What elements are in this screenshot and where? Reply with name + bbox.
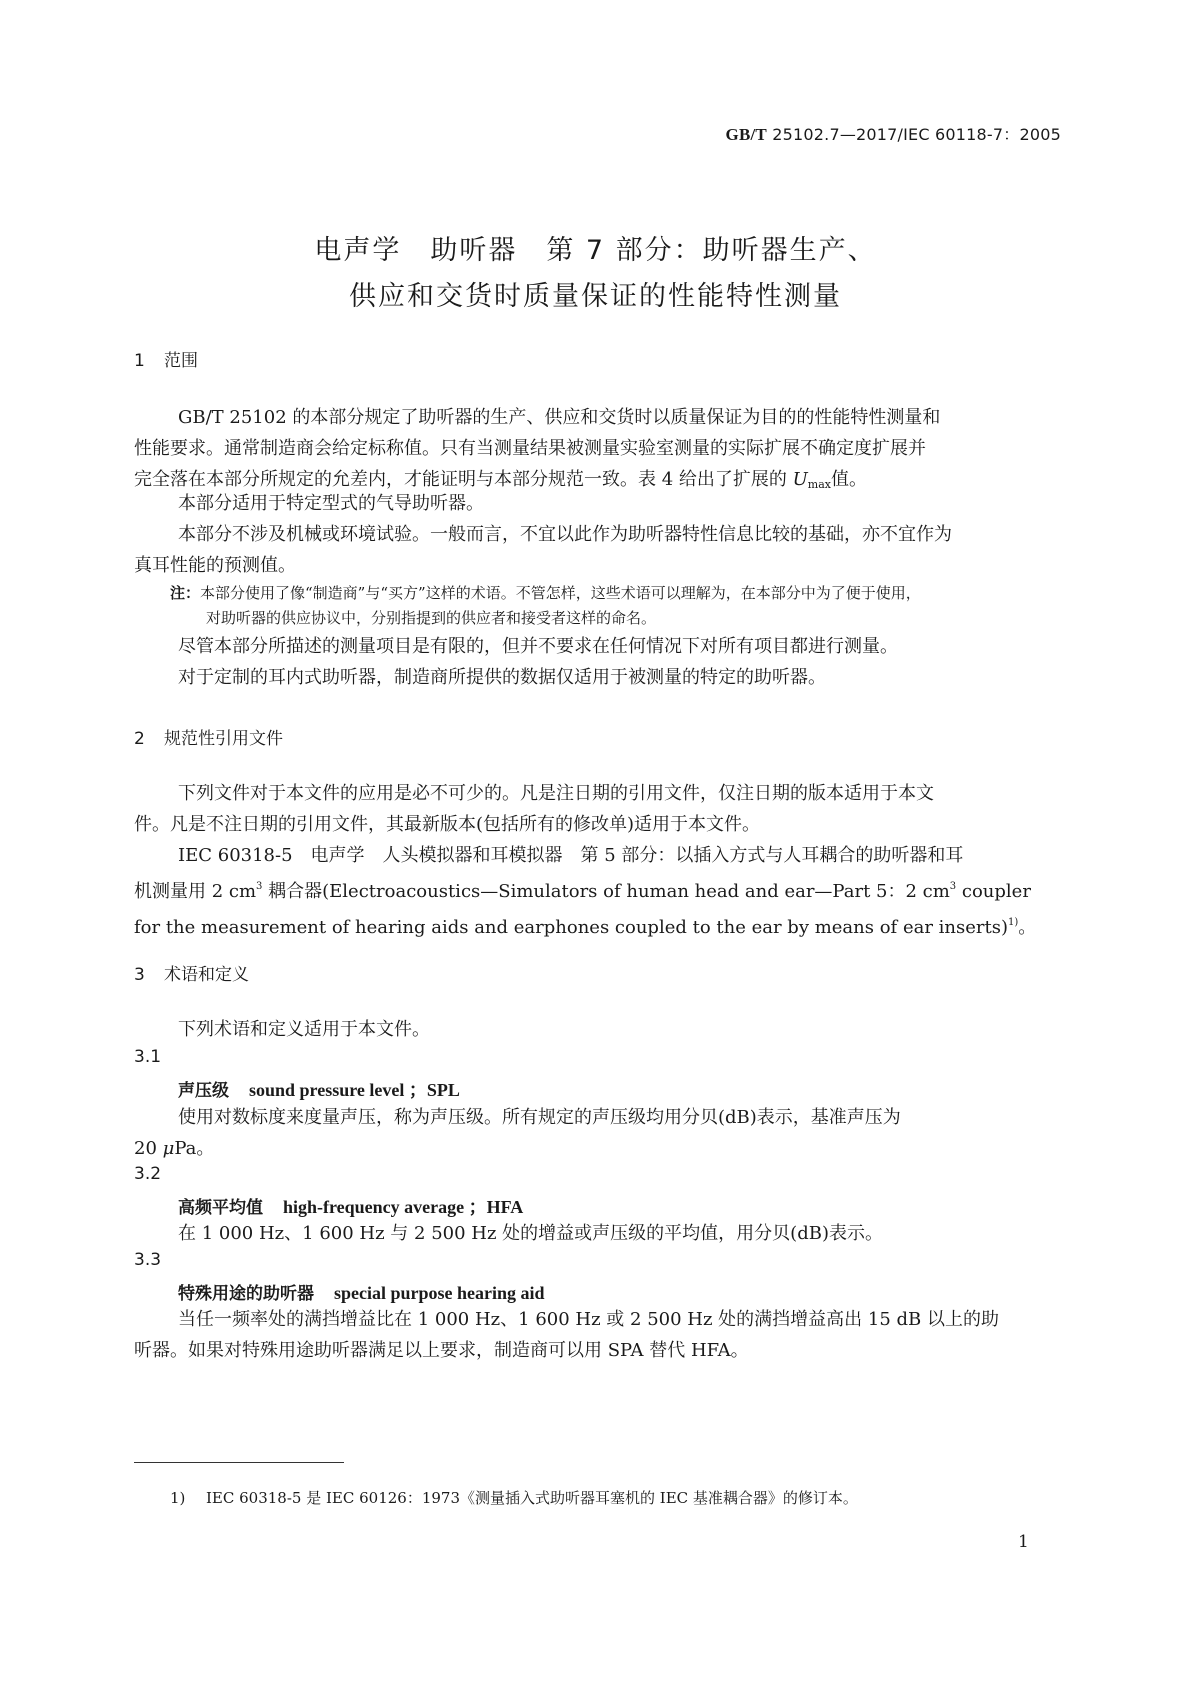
cube-superscript-1: 3 bbox=[256, 881, 263, 892]
scope-p1-line-2: 性能要求。通常制造商会给定标称值。只有当测量结果被测量实验室测量的实际扩展不确定度扩展并 bbox=[134, 438, 926, 459]
micro-symbol: μ bbox=[162, 1138, 175, 1159]
clause-number-3-3: 3.3 bbox=[134, 1250, 162, 1270]
scope-p1-line-3: 完全落在本部分所规定的允差内，才能证明与本部分规范一致。表 4 给出了扩展的 bbox=[134, 469, 793, 490]
def-line-2: 听器。如果对特殊用途助听器满足以上要求，制造商可以用 SPA 替代 HFA。 bbox=[134, 1340, 749, 1361]
scope-p2-text: 本部分适用于特定型式的气导助听器。 bbox=[178, 493, 484, 514]
def-line-2: 20 bbox=[134, 1138, 163, 1159]
clause-number-3-1: 3.1 bbox=[134, 1047, 162, 1067]
scope-paragraph-1 bbox=[134, 402, 1056, 500]
def-line-2-end: Pa。 bbox=[174, 1138, 215, 1159]
scope-p3-line-1: 本部分不涉及机械或环境试验。一般而言，不宜以此作为助听器特性信息比较的基础，亦不宜作为 bbox=[178, 524, 952, 545]
section-number: 1 bbox=[134, 351, 145, 371]
footnote-divider bbox=[134, 1462, 344, 1463]
refs-p2-line-2-end: coupler bbox=[956, 881, 1031, 902]
section-heading-terms bbox=[134, 960, 249, 985]
def-line-1: 使用对数标度来度量声压，称为声压级。所有规定的声压级均用分贝(dB)表示，基准声压为 bbox=[178, 1107, 901, 1128]
refs-p2-line-1: IEC 60318-5 电声学 人头模拟器和耳模拟器 第 5 部分：以插入方式与人耳耦合的助听器和耳 bbox=[178, 845, 964, 866]
term-zh: 特殊用途的助听器 bbox=[178, 1284, 314, 1304]
title-line-1: 电声学 助听器 第 7 部分：助听器生产、 bbox=[314, 235, 877, 266]
note-line-1: 本部分使用了像“制造商”与“买方”这样的术语。不管怎样，这些术语可以理解为，在本部分中为了便于使用， bbox=[200, 584, 921, 602]
scope-paragraph-5 bbox=[134, 662, 1056, 693]
footnote-reference: 1) bbox=[1007, 917, 1019, 928]
refs-p2-line-3-end: 。 bbox=[1018, 917, 1037, 938]
footnote-text: IEC 60318-5 是 IEC 60126：1973《测量插入式助听器耳塞机的 IEC 基准耦合器》的修订本。 bbox=[206, 1489, 858, 1507]
title-line-2: 供应和交货时质量保证的性能特性测量 bbox=[349, 281, 842, 312]
section-number: 3 bbox=[134, 965, 145, 985]
term-en: high-frequency average ；HFA bbox=[283, 1197, 524, 1217]
refs-p2-line-3: for the measurement of hearing aids and earphones coupled to the ear by means of ear inserts) bbox=[134, 917, 1008, 938]
scope-paragraph-3 bbox=[134, 519, 1056, 581]
section-title: 术语和定义 bbox=[164, 965, 249, 985]
scope-paragraph-2 bbox=[134, 488, 1056, 519]
refs-p2-line-2-mid: 耦合器(Electroacoustics—Simulators of human head and ear—Part 5：2 cm bbox=[262, 881, 950, 902]
def-text: 在 1 000 Hz、1 600 Hz 与 2 500 Hz 处的增益或声压级的平均值，用分贝(dB)表示。 bbox=[178, 1223, 883, 1244]
refs-p1-line-2: 件。凡是不注日期的引用文件，其最新版本(包括所有的修改单)适用于本文件。 bbox=[134, 814, 761, 835]
term-3-2-definition bbox=[134, 1218, 1056, 1249]
terms-intro bbox=[134, 1014, 1056, 1045]
refs-p2-line-2: 机测量用 2 cm bbox=[134, 881, 257, 902]
section-title: 规范性引用文件 bbox=[164, 729, 283, 749]
document-title bbox=[0, 228, 1191, 320]
page-number: 1 bbox=[1018, 1532, 1029, 1552]
u-subscript: max bbox=[807, 478, 831, 491]
term-en: special purpose hearing aid bbox=[334, 1283, 545, 1303]
note-line-2: 对助听器的供应协议中，分别指提到的供应者和接受者这样的命名。 bbox=[206, 609, 657, 627]
scope-note bbox=[170, 581, 1058, 631]
footnote-mark: 1) bbox=[170, 1489, 186, 1507]
term-zh: 声压级 bbox=[178, 1081, 229, 1101]
scope-p1-line-1: GB/T 25102 的本部分规定了助听器的生产、供应和交货时以质量保证为目的的性能特性测量和 bbox=[178, 407, 941, 428]
term-3-3 bbox=[178, 1279, 545, 1304]
refs-p1-line-1: 下列文件对于本文件的应用是必不可少的。凡是注日期的引用文件，仅注日期的版本适用于本文 bbox=[178, 783, 934, 804]
footnote bbox=[170, 1487, 858, 1508]
term-3-1 bbox=[178, 1076, 460, 1102]
scope-p4-text: 尽管本部分所描述的测量项目是有限的，但并不要求在任何情况下对所有项目都进行测量。 bbox=[178, 636, 898, 657]
scope-paragraph-4 bbox=[134, 631, 1056, 662]
term-3-1-definition bbox=[134, 1102, 1056, 1164]
clause-number-3-2: 3.2 bbox=[134, 1164, 162, 1184]
def-line-1: 当任一频率处的满挡增益比在 1 000 Hz、1 600 Hz 或 2 500 Hz 处的满挡增益高出 15 dB 以上的助 bbox=[178, 1309, 1000, 1330]
section-number: 2 bbox=[134, 729, 145, 749]
refs-paragraph-2 bbox=[134, 840, 1056, 943]
cube-superscript-2: 3 bbox=[949, 881, 957, 892]
term-en: sound pressure level ；SPL bbox=[249, 1080, 460, 1100]
terms-intro-text: 下列术语和定义适用于本文件。 bbox=[178, 1019, 430, 1040]
term-3-3-definition bbox=[134, 1304, 1056, 1366]
header-number: 25102.7—2017/IEC 60118-7：2005 bbox=[766, 125, 1061, 144]
u-symbol: U bbox=[792, 469, 808, 490]
section-heading-scope bbox=[134, 346, 198, 371]
scope-p5-text: 对于定制的耳内式助听器，制造商所提供的数据仅适用于被测量的特定的助听器。 bbox=[178, 667, 826, 688]
term-3-2 bbox=[178, 1193, 523, 1219]
scope-p1-line-3-end: 值。 bbox=[831, 469, 867, 490]
refs-paragraph-1 bbox=[134, 778, 1056, 840]
header-std: GB/T bbox=[725, 125, 767, 144]
scope-p3-line-2: 真耳性能的预测值。 bbox=[134, 555, 296, 576]
standard-header bbox=[726, 122, 1061, 145]
section-title: 范围 bbox=[164, 351, 198, 371]
section-heading-normative-references bbox=[134, 724, 283, 749]
note-label: 注： bbox=[170, 584, 201, 602]
term-zh: 高频平均值 bbox=[178, 1198, 263, 1218]
